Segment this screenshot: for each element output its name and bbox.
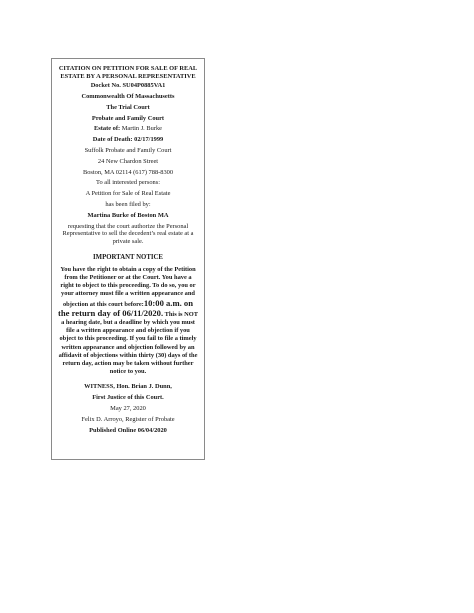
filed-by: has been filed by:: [105, 200, 151, 208]
court-street: 24 New Chardon Street: [97, 157, 159, 165]
witness-line: WITNESS, Hon. Brian J. Dunn,: [84, 383, 172, 391]
justice-line: First Justice of this Court.: [92, 394, 164, 402]
court-city-phone: Boston, MA 02114 (617) 788-8300: [82, 168, 174, 176]
important-notice-heading: IMPORTANT NOTICE: [93, 254, 163, 262]
death-label: Date of Death:: [92, 136, 133, 144]
commonwealth-line: Commonwealth Of Massachusetts: [81, 92, 175, 100]
important-notice-text: [58, 266, 198, 377]
estate-label: Estate of:: [94, 125, 121, 133]
notice-part-1: You have the right to obtain a copy of the Petition from the Petitioner or at the Court. You have a right to object to this proceeding. To do so, you or your attorney must file a written appearance and objection at this court before:: [60, 265, 196, 308]
trial-court-line: The Trial Court: [106, 103, 150, 111]
citation-title: CITATION ON PETITION FOR SALE OF REAL ESTATE BY A PERSONAL REPRESENTATIVE: [58, 65, 198, 80]
register-line: Felix D. Arroyo, Register of Probate: [81, 415, 175, 423]
section-spacer: [58, 376, 198, 383]
estate-name: Martin J. Burke: [121, 125, 162, 133]
death-date: 02/17/1999: [134, 136, 164, 144]
signed-date: May 27, 2020: [110, 404, 146, 412]
petitioner-name: Martina Burke of Boston MA: [87, 211, 169, 219]
published-line: Published Online 06/04/2020: [89, 426, 167, 434]
addressee: To all interested persons:: [96, 179, 160, 187]
court-division: Probate and Family Court: [91, 114, 165, 122]
docket-number: Docket No. SU04P0885VA1: [90, 82, 166, 90]
return-day: 10:00 a.m. on the return day of 06/11/2020.: [58, 297, 193, 318]
court-name: Suffolk Probate and Family Court: [84, 146, 172, 154]
legal-notice-box: [51, 58, 205, 460]
request-text: requesting that the court authorize the Personal Representative to sell the decedent’s real estate at a private sale.: [62, 222, 194, 245]
death-line: [58, 136, 198, 144]
estate-line: [58, 125, 198, 133]
section-spacer: [58, 247, 198, 254]
petition-text: A Petition for Sale of Real Estate: [85, 190, 171, 198]
notice-part-2: This is NOT a hearing date, but a deadline by which you must file a written appearance and objection if you object to this proceeding. If you fail to file a timely written appearance and objection followed by an affidavit of objections within thirty (30) days of the return day, action may be taken without further notice to you.: [58, 310, 198, 376]
